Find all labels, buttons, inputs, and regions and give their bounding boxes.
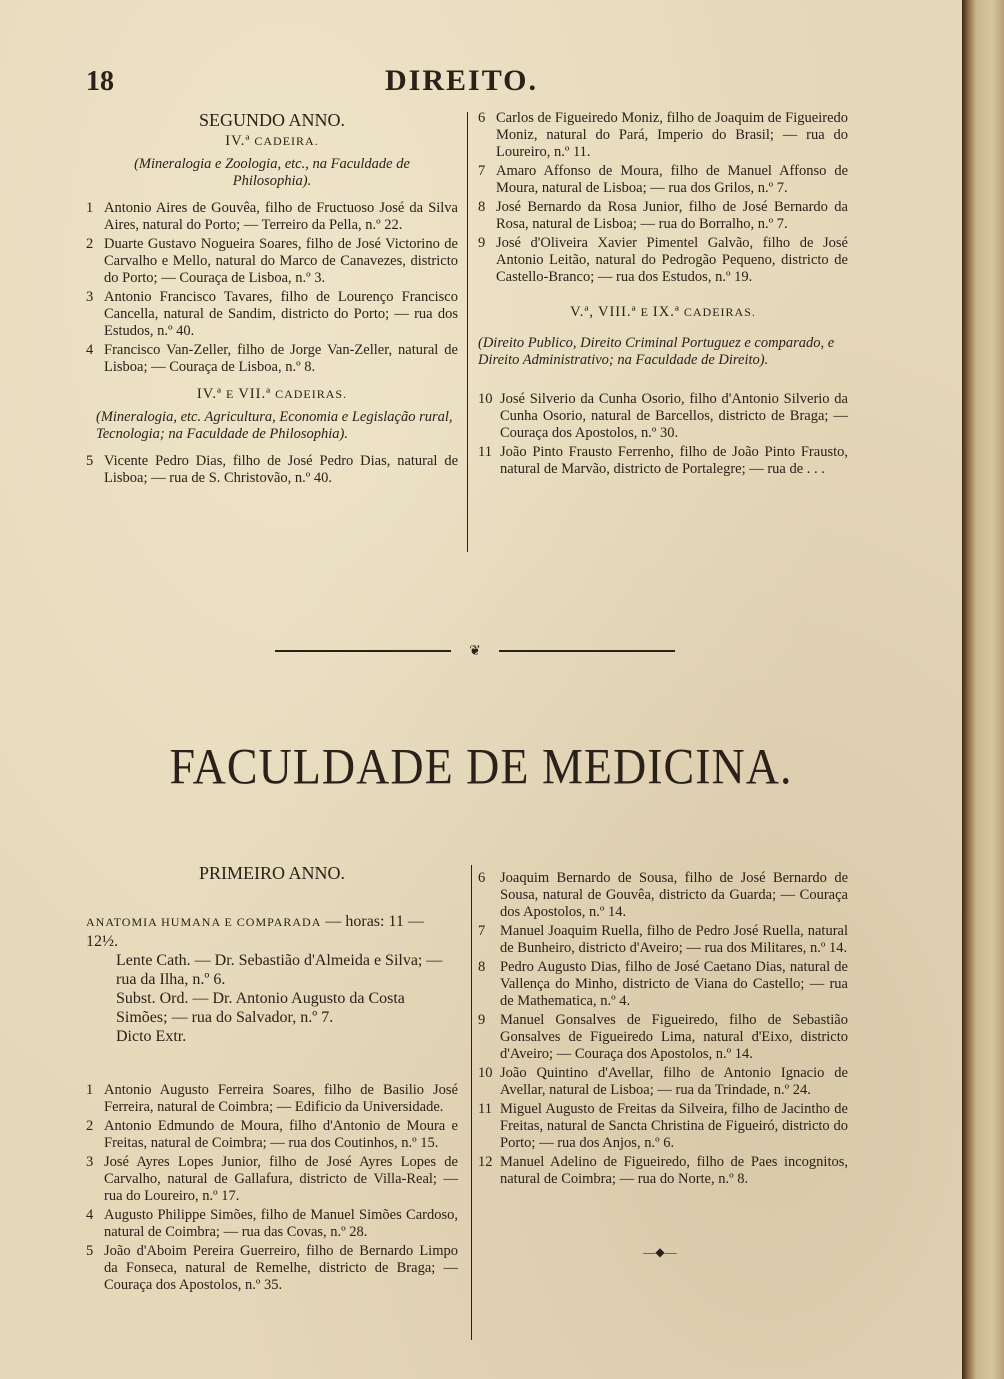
list-item: 12 Manuel Adelino de Figueiredo, filho de Paes incognitos, natural de Coimbra; — rua do Norte, n.º 8.	[478, 1154, 848, 1187]
column-divider	[467, 112, 468, 552]
list-item: 8 Pedro Augusto Dias, filho de José Caetano Dias, natural de Vallença do Minho, districto de Viana do Castello; — rua de Mathematica, n.º 4.	[478, 959, 848, 1009]
book-edge	[962, 0, 1004, 1379]
cadeira-heading: V.ª, VIII.ª E IX.ª CADEIRAS.	[570, 304, 756, 320]
page-number: 18	[86, 66, 114, 97]
list-item: 10 João Quintino d'Avellar, filho de Antonio Ignacio de Avellar, natural de Lisboa; — rua da Trindade, n.º 24.	[478, 1065, 848, 1098]
list-item: 6 Joaquim Bernardo de Sousa, filho de José Bernardo de Sousa, natural de Gouvêa, districto da Guarda; — Couraça dos Apostolos, n.º 14.	[478, 870, 848, 920]
list-item: 7 Manuel Joaquim Ruella, filho de Pedro José Ruella, natural de Bunheiro, districto d'Aveiro; — rua dos Militares, n.º 14.	[478, 923, 848, 956]
list-item: 5 Vicente Pedro Dias, filho de José Pedro Dias, natural de Lisboa; — rua de S. Christovão, n.º 40.	[86, 453, 458, 486]
medicina-left-column	[86, 865, 458, 1296]
list-item: 6 Carlos de Figueiredo Moniz, filho de Joaquim de Figueiredo Moniz, natural do Pará, Imperio do Brasil; — rua do Loureiro, n.º 11.	[478, 110, 848, 160]
year-title: SEGUNDO ANNO.	[198, 110, 345, 130]
list-item: 4 Francisco Van-Zeller, filho de Jorge Van-Zeller, natural de Lisboa; — Couraça de Lisboa, n.º 8.	[86, 342, 458, 375]
lecture-block	[86, 912, 458, 1046]
subject-note: (Direito Publico, Direito Criminal Portuguez e comparado, e Direito Administrativo; na Faculdade de Direito).	[478, 335, 835, 368]
small-ornament: —◆—	[643, 1245, 677, 1259]
subst-ord: Subst. Ord. — Dr. Antonio Augusto da Costa Simões; — rua do Salvador, n.º 7.	[116, 990, 405, 1026]
dicto-extr: Dicto Extr.	[116, 1028, 187, 1045]
list-item: 7 Amaro Affonso de Moura, filho de Manuel Affonso de Moura, natural de Lisboa; — rua dos Grilos, n.º 7.	[478, 163, 848, 196]
year-title: PRIMEIRO ANNO.	[198, 863, 345, 883]
list-item: 11 Miguel Augusto de Freitas da Silveira, filho de Jacintho de Freitas, natural de Sancta Christina de Figueiró, districto do Porto; — rua dos Anjos, n.º 6.	[478, 1101, 848, 1151]
subject-note: (Mineralogia, etc. Agricultura, Economia e Legislação rural, Tecnologia; na Faculdade de Philosophia).	[96, 409, 453, 442]
subject-note: (Mineralogia e Zoologia, etc., na Faculdade de Philosophia).	[134, 156, 410, 189]
direito-right-column	[478, 110, 848, 480]
running-title: DIREITO.	[385, 64, 538, 97]
list-item: 10 José Silverio da Cunha Osorio, filho d'Antonio Silverio da Cunha Osorio, natural de Barcellos, districto de Braga; — Couraça dos Apostolos, n.º 30.	[478, 391, 848, 441]
lente-cath: Lente Cath. — Dr. Sebastião d'Almeida e Silva; — rua da Ilha, n.º 6.	[116, 952, 443, 988]
faculty-title: FACULDADE DE MEDICINA.	[169, 738, 793, 795]
list-item: 3 Antonio Francisco Tavares, filho de Lourenço Francisco Cancella, natural de Sandim, districto do Porto; — rua dos Estudos, n.º 40.	[86, 289, 458, 339]
list-item: 2 Antonio Edmundo de Moura, filho d'Antonio de Moura e Freitas, natural de Coimbra; — rua dos Coutinhos, n.º 15.	[86, 1118, 458, 1151]
direito-left-column	[86, 112, 458, 489]
list-item: 2 Duarte Gustavo Nogueira Soares, filho de José Victorino de Carvalho e Mello, natural do Marco de Canavezes, districto do Porto; — Couraça de Lisboa, n.º 3.	[86, 236, 458, 286]
list-item: 5 João d'Aboim Pereira Guerreiro, filho de Bernardo Limpo da Fonseca, natural de Remelhe, districto de Braga; — Couraça dos Apostolos, n.º 35.	[86, 1243, 458, 1293]
cadeira-heading: IV.ª E VII.ª CADEIRAS.	[196, 386, 348, 402]
list-item: 8 José Bernardo da Rosa Junior, filho de José Bernardo da Rosa, natural de Lisboa; — rua do Borralho, n.º 7.	[478, 199, 848, 232]
column-divider	[471, 865, 472, 1340]
subject-line: ANATOMIA HUMANA E COMPARADA — horas: 11 — 12½.	[86, 913, 424, 950]
list-item: 4 Augusto Philippe Simões, filho de Manuel Simões Cardoso, natural de Coimbra; — rua das Covas, n.º 28.	[86, 1207, 458, 1240]
list-item: 11 João Pinto Frausto Ferrenho, filho de João Pinto Frausto, natural de Marvão, districto de Portalegre; — rua de . . .	[478, 444, 848, 477]
list-item: 1 Antonio Aires de Gouvêa, filho de Fructuoso José da Silva Aires, natural do Porto; — Terreiro da Pella, n.º 22.	[86, 200, 458, 233]
list-item: 9 Manuel Gonsalves de Figueiredo, filho de Sebastião Gonsalves de Figueiredo Lima, natural d'Eixo, districto d'Aveiro; — Couraça dos Apostolos, n.º 14.	[478, 1012, 848, 1062]
list-item: 1 Antonio Augusto Ferreira Soares, filho de Basilio José Ferreira, natural de Coimbra; — Edificio da Universidade.	[86, 1082, 458, 1115]
list-item: 9 José d'Oliveira Xavier Pimentel Galvão, filho de José Antonio Leitão, natural do Pedrogão Pequeno, districto de Castello-Branco; — rua dos Estudos, n.º 19.	[478, 235, 848, 285]
ornamental-rule: ❦	[275, 641, 675, 661]
entry-list	[86, 200, 458, 376]
medicina-right-column	[478, 870, 848, 1190]
list-item: 3 José Ayres Lopes Junior, filho de José Ayres Lopes de Carvalho, natural de Gallafura, districto de Villa-Real; — rua do Loureiro, n.º 17.	[86, 1154, 458, 1204]
cadeira-heading: IV.ª CADEIRA.	[225, 133, 319, 149]
